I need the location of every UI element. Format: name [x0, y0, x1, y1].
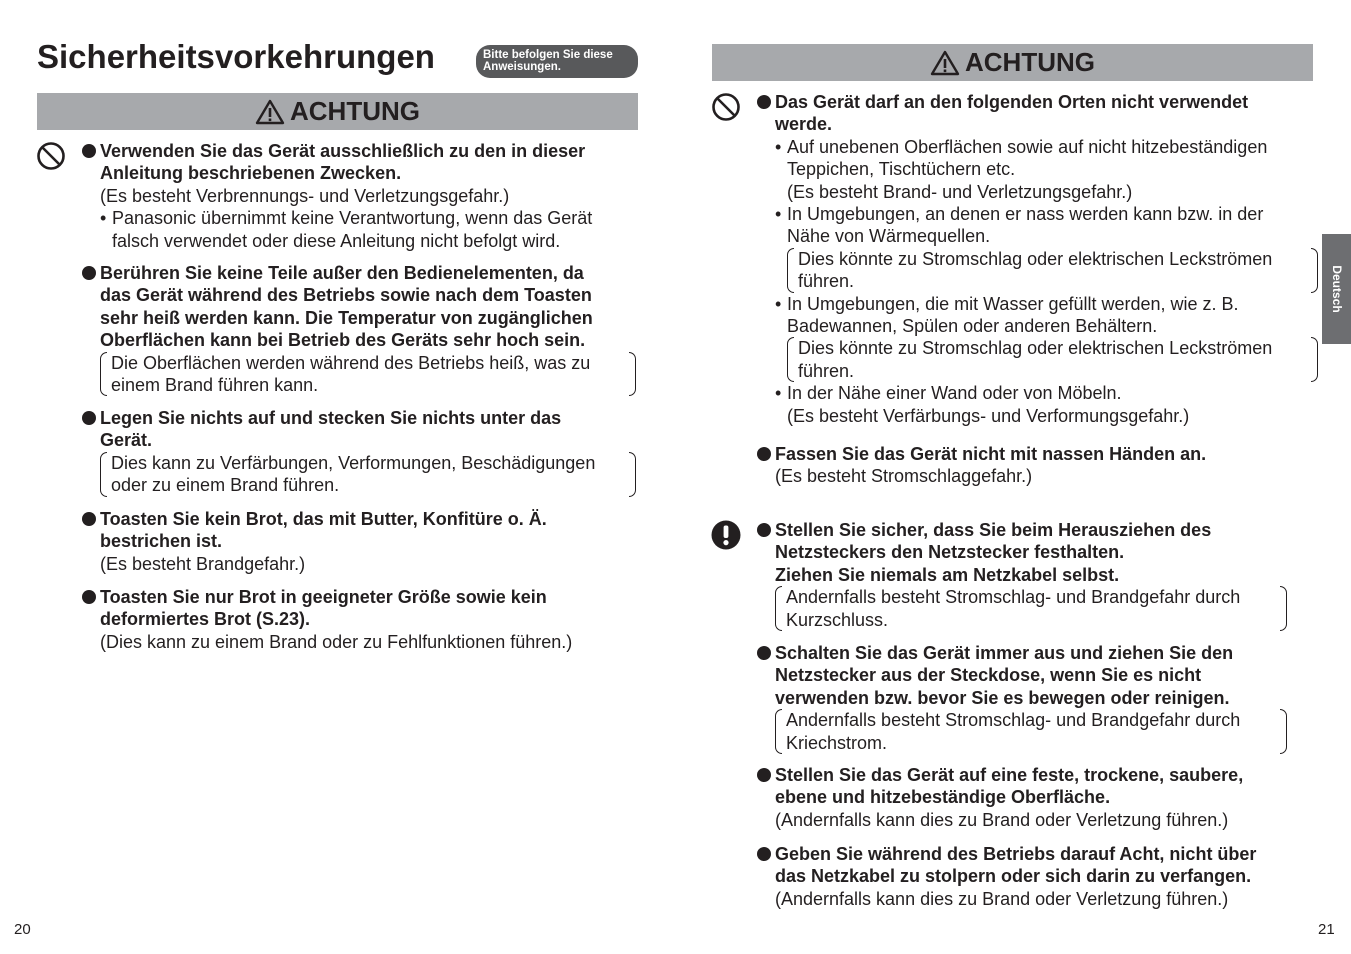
parenthetical-note: Dies könnte zu Stromschlag oder elektrischen Leckströmen führen.	[787, 337, 1318, 382]
caution-banner-left: ACHTUNG	[37, 93, 638, 130]
caution-item: Schalten Sie das Gerät immer aus und ziehen Sie den Netzstecker aus der Steckdose, wenn Sie es nicht verwenden bzw. bevor Sie es bewegen oder reinigen. Andernfalls besteht Stromschlag- und Brandgefahr durch Kriechstrom.	[757, 642, 1317, 754]
warning-triangle-icon	[255, 99, 285, 125]
parenthetical-note: Andernfalls besteht Stromschlag- und Brandgefahr durch Kurzschluss.	[775, 586, 1287, 631]
caution-item: Stellen Sie das Gerät auf eine feste, trockene, saubere, ebene und hitzebeständige Oberfläche. (Andernfalls kann dies zu Brand oder Verletzung führen.)	[757, 764, 1317, 831]
caution-item: Geben Sie während des Betriebs darauf Acht, nicht über das Netzkabel zu stolpern oder sich darin zu verfangen. (Andernfalls kann dies zu Brand oder Verletzung führen.)	[757, 843, 1317, 910]
parenthetical-note: Dies könnte zu Stromschlag oder elektrischen Leckströmen führen.	[787, 248, 1318, 293]
caution-banner-right: ACHTUNG	[712, 44, 1313, 81]
bullet-dot	[757, 523, 771, 537]
caution-item: Toasten Sie kein Brot, das mit Butter, Konfitüre o. Ä. bestrichen ist. (Es besteht Brandgefahr.)	[82, 508, 642, 575]
bullet-dot	[757, 847, 771, 861]
parenthetical-note: Dies kann zu Verfärbungen, Verformungen, Beschädigungen oder zu einem Brand führen.	[100, 452, 636, 497]
prohibition-icon	[36, 141, 66, 171]
caution-item: Verwenden Sie das Gerät ausschließlich zu den in dieser Anleitung beschriebenen Zwecken. (Es besteht Verbrennungs- und Verletzungsgefahr.) • Panasonic übernimmt keine Verantwortung, wenn das Gerät falsch verwendet oder diese Anleitung nicht befolgt wird.	[82, 140, 642, 252]
bullet-dot	[757, 447, 771, 461]
caution-item: Stellen Sie sicher, dass Sie beim Herausziehen des Netzsteckers den Netzstecker festhalten. Ziehen Sie niemals am Netzkabel selbst. Andernfalls besteht Stromschlag- und Brandgefahr durch Kurzschluss.	[757, 519, 1317, 631]
caution-item: Toasten Sie nur Brot in geeigneter Größe sowie kein deformiertes Brot (S.23). (Dies kann zu einem Brand oder zu Fehlfunktionen führen.)	[82, 586, 642, 653]
warning-triangle-icon	[930, 50, 960, 76]
caution-item: Legen Sie nichts auf und stecken Sie nichts unter das Gerät. Dies kann zu Verfärbungen, Verformungen, Beschädigungen oder zu einem Brand führen.	[82, 407, 642, 497]
parenthetical-note: Andernfalls besteht Stromschlag- und Brandgefahr durch Kriechstrom.	[775, 709, 1287, 754]
bullet-dot	[757, 768, 771, 782]
bullet-dot	[82, 512, 96, 526]
parenthetical-note: Die Oberflächen werden während des Betriebs heiß, was zu einem Brand führen kann.	[100, 352, 636, 397]
mandatory-action-icon	[711, 520, 741, 550]
caution-item: Fassen Sie das Gerät nicht mit nassen Händen an. (Es besteht Stromschlaggefahr.)	[757, 443, 1317, 488]
bullet-dot	[82, 411, 96, 425]
instruction-badge: Bitte befolgen Sie diese Anweisungen.	[476, 45, 638, 78]
bullet-dot	[82, 266, 96, 280]
bullet-dot	[757, 646, 771, 660]
page-number-right: 21	[1318, 921, 1335, 938]
bullet-dot	[82, 144, 96, 158]
prohibition-icon	[711, 92, 741, 122]
caution-item: Berühren Sie keine Teile außer den Bedienelementen, da das Gerät während des Betriebs sowie nach dem Toasten sehr heiß werden kann. Die Temperatur von zugänglichen Oberflächen kann bei Betrieb des Geräts sehr hoch sein. Die Oberflächen werden während des Betriebs heiß, was zu einem Brand führen kann.	[82, 262, 642, 396]
bullet-dot	[82, 590, 96, 604]
language-tab: Deutsch	[1322, 234, 1351, 344]
bullet-dot	[757, 95, 771, 109]
page-title: Sicherheitsvorkehrungen	[37, 38, 435, 75]
caution-item: Das Gerät darf an den folgenden Orten nicht verwendet werde. • Auf unebenen Oberflächen sowie auf nicht hitzebeständigen Teppichen, Tischtüchern etc. (Es besteht Brand- und Verletzungsgefahr.) • In Umgebungen, an denen er nass werden kann bzw. in der Nähe von Wärmequellen. Dies könnte zu Stromschlag oder elektrischen Leckströmen führen. • In Umgebungen, die mit Wasser gefüllt werden, wie z. B. Badewannen, Spülen oder anderen Behältern. Dies könnte zu Stromschlag oder elektrischen Leckströmen führen. • In der Nähe einer Wand oder von Möbeln. (Es besteht Verfärbungs- und Verformungsgefahr.)	[757, 91, 1317, 427]
page-number-left: 20	[14, 921, 31, 938]
